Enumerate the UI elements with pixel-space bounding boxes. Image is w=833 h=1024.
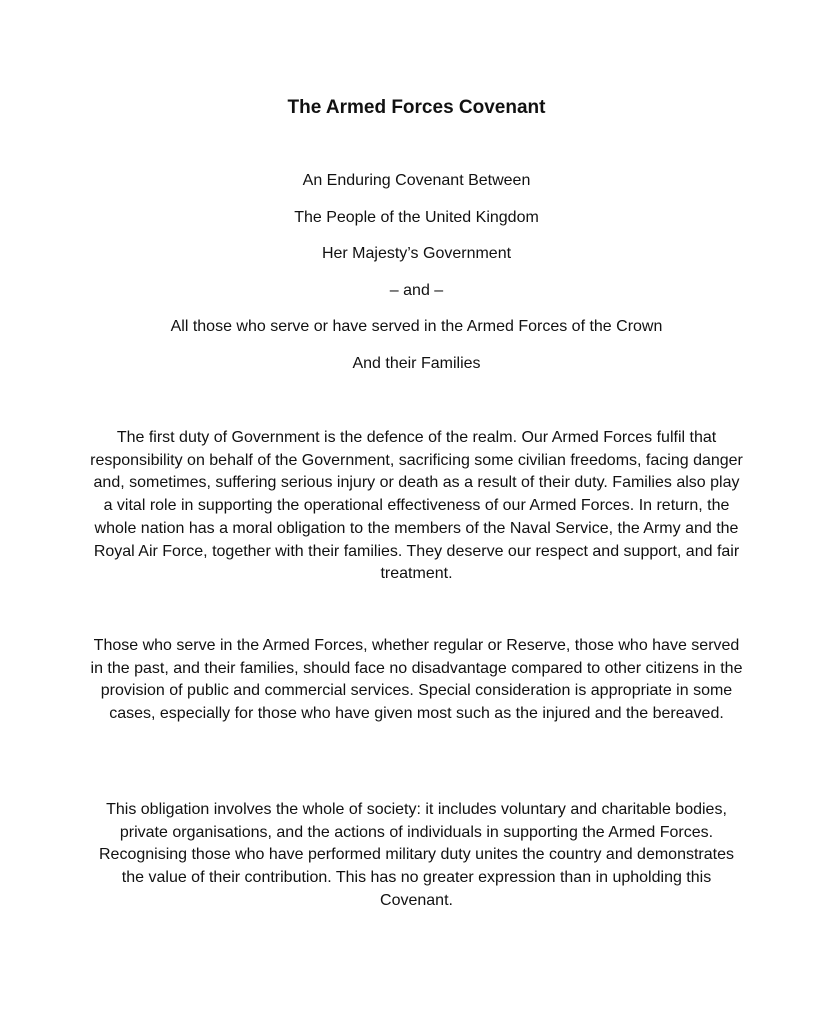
parties-line: Her Majesty’s Government xyxy=(321,245,512,262)
document-title: The Armed Forces Covenant xyxy=(287,97,546,118)
body-paragraph: The first duty of Government is the defence of the realm. Our Armed Forces fulfil that responsibility on behalf of the Government, sacrificing some civilian freedoms, facing danger and, sometimes, suffering serious injury or death as a result of their duty. Families also play a vital role in supporting the operational effectiveness of our Armed Forces. In return, the whole nation has a moral obligation to the members of the Naval Service, the Army and the Royal Air Force, together with their families. They deserve our respect and support, and fair treatment. xyxy=(90,429,743,583)
parties-line: All those who serve or have served in the Armed Forces of the Crown xyxy=(170,318,663,335)
body-paragraph: Those who serve in the Armed Forces, whether regular or Reserve, those who have served in the past, and their families, should face no disadvantage compared to other citizens in the provision of public and commercial services. Special consideration is appropriate in some cases, especially for those who have given most such as the injured and the bereaved. xyxy=(90,637,743,723)
body-paragraph: This obligation involves the whole of society: it includes voluntary and charitable bodies, private organisations, and the actions of individuals in supporting the Armed Forces. Recognising those who have performed military duty unites the country and demonstrates the value of their contribution. This has no greater expression than in upholding this Covenant. xyxy=(98,801,734,909)
parties-line: – and – xyxy=(389,281,444,299)
parties-line: An Enduring Covenant Between xyxy=(302,172,531,189)
covenant-parties xyxy=(0,172,833,391)
parties-line: And their Families xyxy=(352,354,481,372)
parties-line: The People of the United Kingdom xyxy=(294,208,539,226)
